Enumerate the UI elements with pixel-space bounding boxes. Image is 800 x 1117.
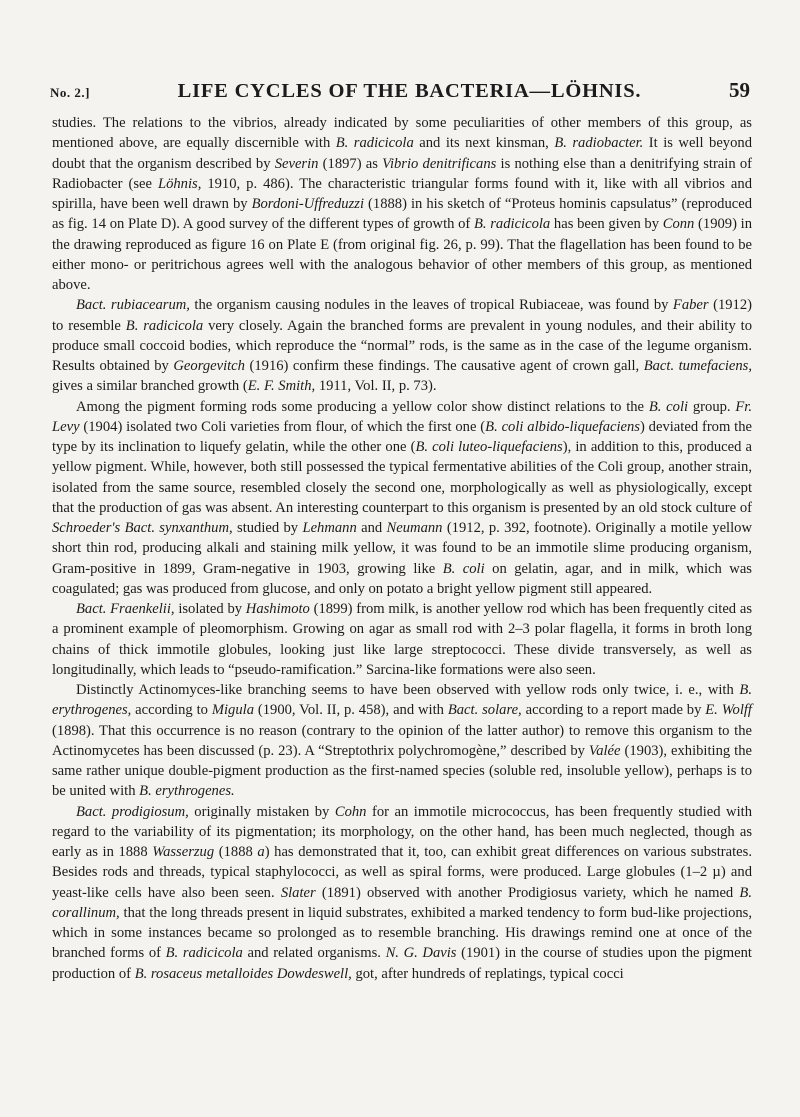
italic-text: N. G. Davis <box>385 945 457 962</box>
text-run: (1912, p. 392, footnote). Originally a motile yellow short thin rod, producing alkali and staining milk yellow, it was found to be an immotile slime producing organism, Gram-positive in 1899, Gram-negative in 1903, growing like <box>52 520 752 577</box>
italic-text: B. radiobacter. <box>554 135 644 152</box>
issue-number: No. 2.] <box>50 85 90 100</box>
italic-text: Fr. Levy <box>52 398 752 435</box>
text-run: according to a report made by <box>521 702 706 719</box>
page-number: 59 <box>728 78 750 102</box>
text-run: is nothing else than a denitrifying strain of Radiobacter (see <box>52 155 752 192</box>
italic-text: Wasserzug <box>152 844 215 860</box>
italic-text: B. coli <box>442 560 485 577</box>
text-run: the organism causing nodules in the leaves of tropical Rubiaceae, was found by <box>189 297 673 314</box>
text-run: (1909) in the drawing reproduced as figure 16 on Plate E (from original fig. 26, p. 99). That the flagellation has been found to be either mono- or peritrichous agrees well with the analogous behavior of other members of this group, as mentioned above. <box>52 216 753 293</box>
italic-text: B. coli luteo-liquefaciens <box>415 439 563 455</box>
text-run: for an immotile micrococcus, has been frequently studied with regard to the variability of its pigmentation; its morphology, on the other hand, has been much neglected, though as early as in 1888 <box>52 803 753 860</box>
text-run: very closely. Again the branched forms are prevalent in young nodules, and their ability to produce small coccoid bodies, which reproduce the “normal” rods, is the same as in the case of the legume organism. Results obtained by <box>52 317 752 374</box>
italic-text: B. radicicola <box>125 317 204 334</box>
text-run: It is well beyond doubt that the organism described by <box>52 135 752 172</box>
italic-text: Vibrio denitrificans <box>382 155 497 172</box>
body-text <box>52 113 752 984</box>
text-run: (1900, Vol. II, p. 458), and with <box>254 702 448 719</box>
italic-text: B. coli <box>648 398 689 415</box>
running-header <box>50 78 750 103</box>
italic-text: Bact. prodigiosum, <box>76 803 189 820</box>
italic-text: Georgevitch <box>173 358 245 374</box>
text-run: (1898). That this occurrence is no reason (contrary to the opinion of the latter author) to remove this organism to the Actinomycetes has been discussed (p. 23). A “Streptothrix polychromogène,” described by <box>52 722 752 759</box>
italic-text: Bact. rubiacearum, <box>76 297 190 314</box>
italic-text: Schroeder's Bact. synxanthum, <box>52 520 233 536</box>
text-run: and its next kinsman, <box>413 135 555 152</box>
italic-text: B. rosaceus metalloides Dowdeswell, <box>134 965 352 982</box>
text-run: gives a similar branched growth ( <box>52 378 248 395</box>
text-run: that the long threads present in liquid substrates, exhibited a marked tendency to form bud-like projections, which in some instances became so prolonged as to resemble branching. His drawings remind one at once of the branched forms of <box>52 904 752 962</box>
text-run: studied by <box>232 520 303 536</box>
italic-text: E. F. Smith, <box>247 378 316 395</box>
text-run: on gelatin, agar, and in milk, which was coagulated; gas was produced from glucose, and only on potato a bright yellow pigment still appeared. <box>52 560 752 597</box>
paragraph <box>52 680 752 802</box>
italic-text: Bact. tumefaciens, <box>643 358 752 374</box>
text-run: isolated by <box>174 601 246 617</box>
italic-text: B. corallinum, <box>52 884 752 921</box>
text-run: (1903), exhibiting the same rather unique double-pigment production as the first-named species (soluble red, insoluble yellow), perhaps is to be united with <box>52 742 752 800</box>
italic-text: Migula <box>211 702 254 719</box>
text-run: and <box>356 520 387 536</box>
italic-text: B. radicicola <box>335 135 414 152</box>
italic-text: B. coli albido-liquefaciens <box>485 418 640 435</box>
text-run: (1891) observed with another Prodigiosus variety, which he named <box>315 884 740 901</box>
text-run: 1911, Vol. II, p. 73). <box>315 378 437 395</box>
italic-text: B. erythrogenes. <box>139 783 235 800</box>
text-run: studies. The relations to the vibrios, already indicated by some peculiarities of other members of this group, as mentioned above, are equally discernible with <box>52 115 752 152</box>
text-run: (1899) from milk, is another yellow rod which has been frequently cited as a prominent example of pleomorphism. Growing on agar as small rod with 2–3 polar flagella, it forms in broth long chains of thick immotile globules, looking just like large streptococci. These divide transversely, as well as longitudinally, which leads to “pseudo-ramification.” Sarcina-like formations were also seen. <box>52 601 752 678</box>
italic-text: Hashimoto <box>245 601 310 617</box>
italic-text: Lehmann <box>302 520 357 536</box>
italic-text: Conn <box>662 216 695 233</box>
italic-text: Severin <box>274 155 319 172</box>
text-run: (1904) isolated two Coli varieties from flour, of which the first one ( <box>79 418 486 435</box>
text-run: ) deviated from the type by its inclination to liquefy gelatin, while the other one ( <box>52 418 752 455</box>
italic-text: Bact. Fraenkelii, <box>76 601 175 617</box>
paragraph <box>52 295 752 396</box>
italic-text: Faber <box>672 297 709 314</box>
text-run: ), in addition to this, produced a yellow pigment. While, however, both still possessed the typical fermentative abilities of the Coli group, another strain, isolated from the same source, resembled closely the second one, morphologically as well as physiologically, except that the production of gas was absent. An interesting counterpart to this organism is presented by an old stock culture of <box>52 439 752 516</box>
italic-text: E. Wolff <box>705 702 752 719</box>
text-run: Among the pigment forming rods some producing a yellow color show distinct relations to the <box>76 398 649 415</box>
italic-text: B. radicicola <box>473 216 551 233</box>
text-run: got, after hundreds of replatings, typical cocci <box>351 965 624 982</box>
text-run: group. <box>688 398 736 415</box>
text-run: 1910, p. 486). The characteristic triangular forms found with it, like with all vibrios and spirilla, have been well drawn by <box>52 175 752 212</box>
italic-text: Löhnis, <box>157 175 202 192</box>
italic-text: Cohn <box>334 803 367 820</box>
paragraph <box>52 113 752 295</box>
italic-text: a <box>257 844 265 860</box>
paragraph <box>52 802 752 984</box>
text-run: (1897) as <box>318 155 383 172</box>
italic-text: B. erythrogenes, <box>52 682 752 719</box>
italic-text: Slater <box>280 884 316 901</box>
paragraph <box>52 397 752 600</box>
text-run: (1912) to resemble <box>52 297 752 334</box>
text-run: Distinctly Actinomyces-like branching seems to have been observed with yellow rods only twice, i. e., with <box>76 682 740 698</box>
italic-text: Bact. solare, <box>447 702 522 719</box>
text-run: ) has demonstrated that it, too, can exhibit great differences on various substrates. Besides rods and threads, typical staphylococci, as well as spiral forms, were produced. Large globules (1–2 µ) and yeast-like cells have also been seen. <box>52 844 752 901</box>
text-run: (1888) in his sketch of “Proteus hominis capsulatus” (reproduced as fig. 14 on Plate D). A good survey of the different types of growth of <box>52 196 752 233</box>
text-run: according to <box>131 702 212 719</box>
running-title: LIFE CYCLES OF THE BACTERIA—LÖHNIS. <box>177 80 642 102</box>
text-run: (1916) confirm these findings. The causative agent of crown gall, <box>244 358 644 374</box>
text-run: originally mistaken by <box>188 803 335 820</box>
italic-text: Bordoni-Uffreduzzi <box>251 196 365 212</box>
text-run: and related organisms. <box>242 945 386 962</box>
text-run: (1888 <box>214 844 258 860</box>
italic-text: B. radicicola <box>165 945 243 962</box>
italic-text: Neumann <box>386 520 443 536</box>
text-run: (1901) in the course of studies upon the pigment production of <box>52 945 752 982</box>
text-run: has been given by <box>550 216 663 233</box>
paragraph <box>52 599 752 680</box>
italic-text: Valée <box>588 742 621 759</box>
